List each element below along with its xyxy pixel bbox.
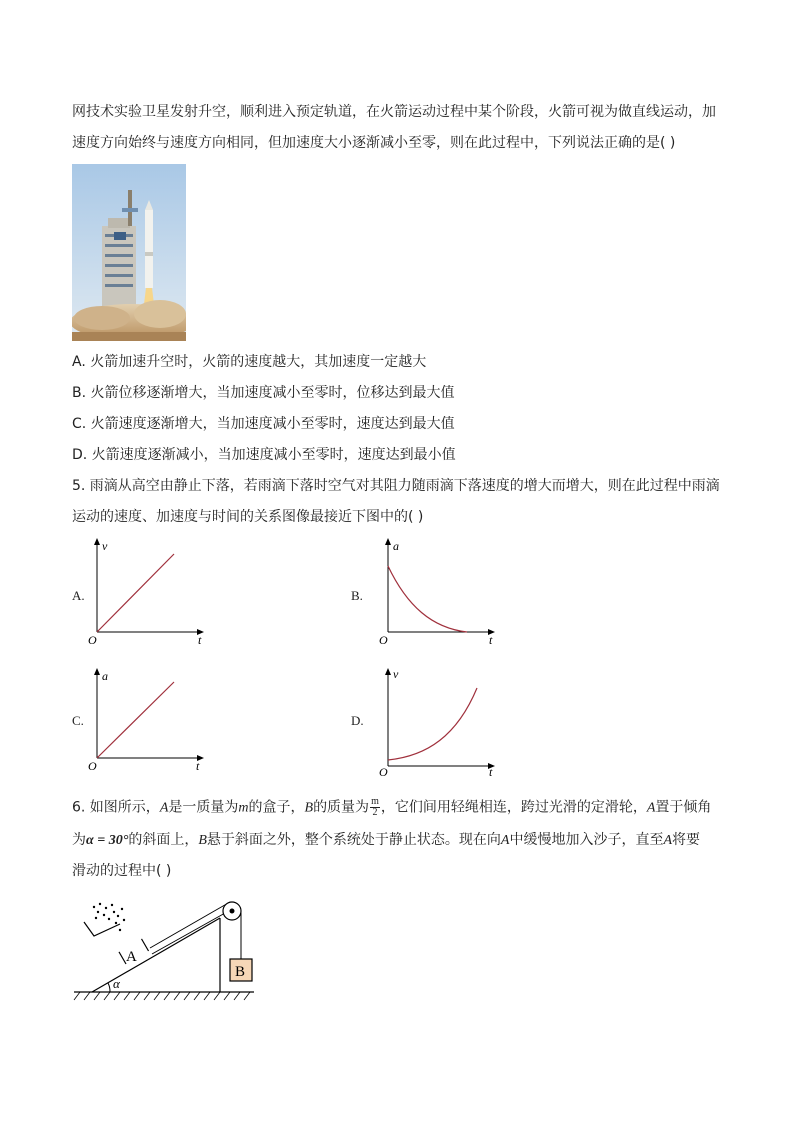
q5-stem-line2: 运动的速度、加速度与时间的关系图像最接近下图中的( ) [72, 509, 424, 525]
graph-b [377, 536, 507, 648]
graph-d-origin: O [379, 765, 388, 778]
graph-a-label: A. [72, 588, 85, 603]
q6-text: 的质量为 [313, 799, 370, 816]
graph-b-xlabel: t [489, 633, 493, 647]
ground-hatching [74, 992, 250, 1000]
q6-text: 6. 如图所示， [72, 799, 160, 816]
q6-text: 的盒子， [248, 799, 305, 816]
q6-text: 的斜面上， [128, 832, 199, 848]
q6-text: 悬于斜面之外，整个系统处于静止状态。现在向 [206, 832, 501, 848]
graph-c-origin: O [88, 759, 97, 773]
var-b: B [304, 800, 314, 816]
var-a: A [500, 833, 510, 848]
q6-stem-line3: 滑动的过程中( ) [72, 863, 172, 879]
incline-surface [92, 918, 220, 992]
graph-a-ylabel: v [102, 539, 108, 553]
q5-stem-line1: 5. 雨滴从高空由静止下落，若雨滴下落时空气对其阻力随雨滴下落速度的增大而增大，则在此过程中雨滴 [72, 478, 720, 494]
graph-b-label: B. [351, 588, 363, 603]
q4-option-b: B. 火箭位移逐渐增大，当加速度减小至零时，位移达到最大值 [72, 385, 455, 401]
graph-a-origin: O [88, 633, 97, 647]
graph-c-ylabel: a [102, 669, 108, 683]
graph-c [86, 666, 216, 778]
fraction-numerator: m [371, 796, 379, 807]
q4-stem-line2: 速度方向始终与速度方向相同，但加速度大小逐渐减小至零，则在此过程中，下列说法正确的是( ) [72, 135, 676, 151]
q4-option-a: A. 火箭加速升空时，火箭的速度越大，其加速度一定越大 [72, 354, 427, 370]
q6-text: ，它们间用轻绳相连，跨过光滑的定滑轮， [380, 799, 647, 816]
q4-stem-line1: 网技术实验卫星发射升空，顺利进入预定轨道，在火箭运动过程中某个阶段，火箭可视为做直线运动，加 [72, 104, 716, 120]
q6-text: 中缓慢地加入沙子，直至 [509, 832, 664, 848]
graph-d-xlabel: t [489, 765, 493, 778]
graph-a-curve [97, 554, 174, 632]
block-b-label: B [235, 964, 246, 980]
var-b: B [198, 833, 207, 848]
var-a: A [159, 800, 169, 816]
rocket-launch-image [72, 164, 186, 341]
q4-option-d: D. 火箭速度逐渐减小，当加速度减小至零时，速度达到最小值 [72, 447, 456, 463]
graph-c-label: C. [72, 713, 84, 728]
graph-b-ylabel: a [393, 539, 399, 553]
q6-text: 将要 [672, 832, 701, 848]
angle-value: α = 30° [86, 833, 129, 848]
q6-text: 是一质量为 [168, 799, 239, 816]
q6-stem-line2 [72, 830, 700, 851]
graph-c-curve [97, 682, 174, 758]
alpha-label: α [113, 976, 120, 991]
graph-c-xlabel: t [196, 759, 200, 773]
incline-pulley-diagram [70, 892, 260, 1004]
sand-particles [93, 903, 125, 931]
graph-d [377, 666, 507, 778]
graph-a [86, 536, 216, 648]
graph-d-ylabel: v [393, 667, 399, 681]
q6-text: 置于倾角 [655, 799, 712, 816]
fraction-m-over-2 [370, 797, 380, 818]
box-a-label: A [126, 949, 137, 965]
graph-b-origin: O [379, 633, 388, 647]
q4-option-c: C. 火箭速度逐渐增大，当加速度减小至零时，速度达到最大值 [72, 416, 455, 432]
var-a: A [663, 833, 673, 848]
graph-d-label: D. [351, 713, 364, 728]
fraction-denominator: 2 [372, 807, 378, 818]
graph-d-curve [388, 688, 477, 760]
var-a: A [646, 800, 656, 816]
var-m: m [238, 800, 249, 816]
sand-scoop [84, 922, 120, 936]
graph-a-xlabel: t [198, 633, 202, 647]
q6-stem-line1 [72, 797, 711, 819]
q6-text: 为 [72, 832, 86, 848]
graph-b-curve [388, 566, 467, 632]
